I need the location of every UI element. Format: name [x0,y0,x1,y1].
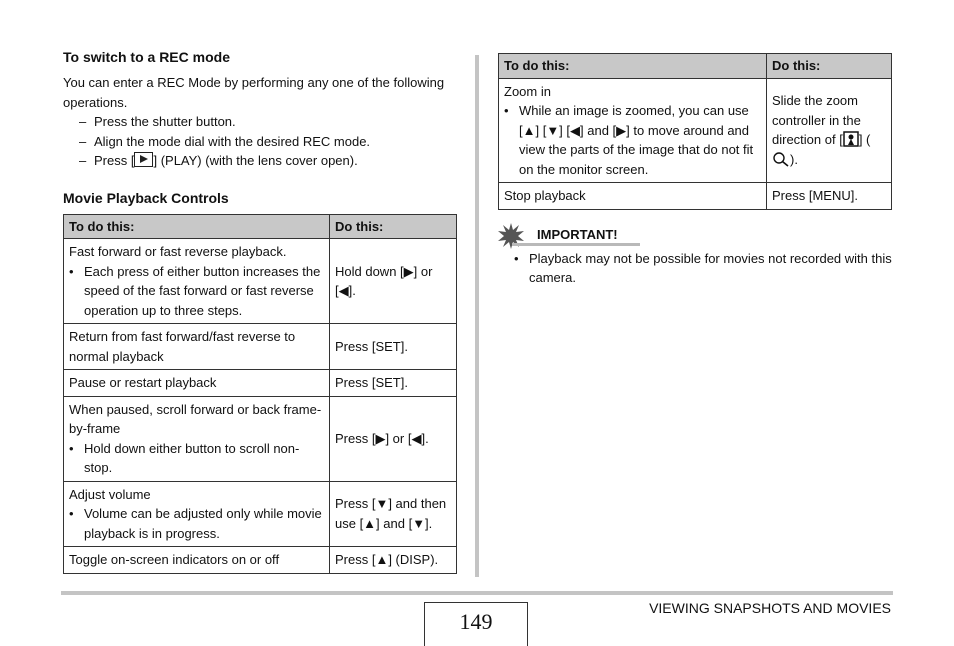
table-row [64,481,457,547]
rec-step: – Press the shutter button. [79,112,457,132]
magnifier-icon [772,151,790,167]
row-note: • Each press of either button increases the speed of the fast forward or fast reverse operation up to three steps. [84,262,324,321]
row-action [767,78,892,183]
action-text: Slide the zoom controller in the direction of [ [772,93,861,148]
row-action: Press [▼] and then use [▲] and [▼]. [330,481,457,547]
table-row [499,78,892,183]
telephoto-icon [843,131,859,147]
table-row [64,324,457,370]
left-column [63,47,457,574]
row-note: • Volume can be adjusted only while movie playback is in progress. [84,504,324,543]
rec-mode-steps [63,112,457,171]
zoom-controls-table [498,53,892,210]
action-text: ] ( [858,132,871,148]
important-callout [498,223,892,249]
col-header-do-this: Do this: [330,214,457,239]
row-task: Pause or restart playback [64,370,330,397]
row-task: Zoom in [504,83,551,99]
movie-playback-heading: Movie Playback Controls [63,189,229,206]
row-note: • Hold down either button to scroll non-stop. [84,439,324,478]
row-action: Press [SET]. [330,324,457,370]
footer-divider [61,591,893,595]
row-task: Fast forward or fast reverse playback. [69,244,287,259]
row-action: Press [▲] (DISP). [330,547,457,574]
row-action: Hold down [▶] or [◀]. [330,239,457,324]
rec-mode-intro: You can enter a REC Mode by performing any one of the following operations. [63,75,445,110]
col-header-do-this: Do this: [767,54,892,79]
row-task: Return from fast forward/fast reverse to normal playback [64,324,330,370]
page-number: 149 [459,609,493,634]
row-task: When paused, scroll forward or back frame-by-frame [69,401,322,436]
play-icon [134,152,153,167]
row-task: Toggle on-screen indicators on or off [64,547,330,574]
row-note: • While an image is zoomed, you can use [▲] [▼] [◀] and [▶] to move around and view the parts of the image that do not fit on the monitor screen. [519,101,761,179]
right-column [498,53,892,288]
important-list [498,249,892,288]
important-label: IMPORTANT! [537,226,618,242]
row-action: Press [MENU]. [767,183,892,210]
page-number-box [424,602,528,646]
important-item: • Playback may not be possible for movies not recorded with this camera. [529,249,892,288]
rec-step3-pre: Press [ [94,153,135,168]
table-row [64,239,457,324]
row-action: Press [SET]. [330,370,457,397]
rec-step3-post: ] (PLAY) (with the lens cover open). [153,153,358,168]
rec-step [79,151,457,171]
col-header-to-do: To do this: [64,214,330,239]
important-underline [512,243,640,246]
rec-mode-heading: To switch to a REC mode [63,49,230,65]
row-action: Press [▶] or [◀]. [330,396,457,481]
column-divider [475,55,479,577]
row-task: Stop playback [499,183,767,210]
table-row [64,547,457,574]
action-text: ). [790,151,798,167]
col-header-to-do: To do this: [499,54,767,79]
table-row [64,370,457,397]
section-title: VIEWING SNAPSHOTS AND MOVIES [649,600,891,616]
row-task: Adjust volume [69,486,151,502]
rec-step: – Align the mode dial with the desired REC mode. [79,132,457,152]
table-row [499,183,892,210]
table-row [64,396,457,481]
movie-controls-table [63,214,457,574]
